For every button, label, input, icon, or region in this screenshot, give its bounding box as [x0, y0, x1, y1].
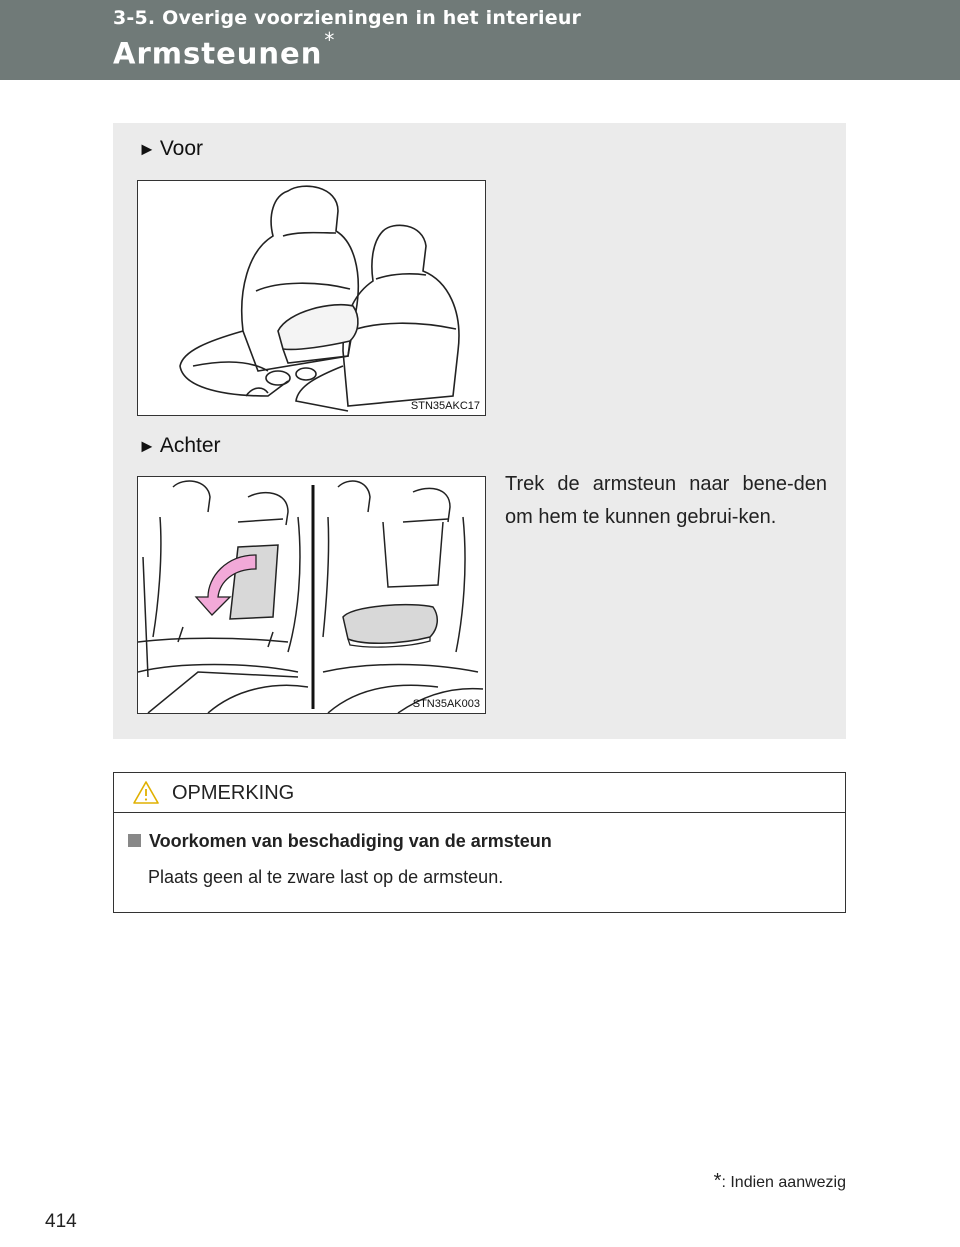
header-band	[0, 0, 960, 80]
notice-header	[114, 773, 845, 813]
front-armrest-illustration	[137, 180, 486, 416]
front-figure-code: STN35AKC17	[410, 400, 480, 412]
instruction-text: Trek de armsteun naar bene-den om hem te kunnen gebrui-ken.	[505, 473, 827, 528]
notice-title: OPMERKING	[172, 782, 295, 804]
triangle-right-icon: ►	[138, 436, 156, 456]
triangle-right-icon: ►	[138, 139, 156, 159]
warning-triangle-icon	[133, 781, 159, 809]
square-bullet-icon	[128, 834, 141, 847]
rear-figure-code: STN35AK003	[412, 698, 480, 710]
rear-heading	[138, 434, 221, 458]
page-title	[113, 28, 336, 71]
page-title-text: Armsteunen	[113, 36, 323, 71]
front-seats-drawing	[138, 181, 485, 415]
front-heading-label: Voor	[159, 137, 204, 160]
rear-seats-drawing	[138, 477, 485, 713]
footnote-text: : Indien aanwezig	[721, 1174, 846, 1191]
notice-item-title	[128, 831, 552, 852]
rear-heading-label: Achter	[159, 434, 221, 457]
notice-text: Plaats geen al te zware last op de armsteun.	[148, 867, 504, 887]
rear-armrest-illustration	[137, 476, 486, 714]
front-heading	[138, 137, 203, 161]
asterisk-mark: *	[713, 1170, 722, 1192]
asterisk-mark: *	[324, 28, 336, 52]
notice-box	[113, 772, 846, 913]
notice-item-title-text: Voorkomen van beschadiging van de armsteun	[149, 831, 552, 851]
footnote	[714, 1170, 846, 1193]
section-label: 3-5. Overige voorzieningen in het interieur	[113, 7, 582, 29]
page-number: 414	[45, 1211, 77, 1232]
